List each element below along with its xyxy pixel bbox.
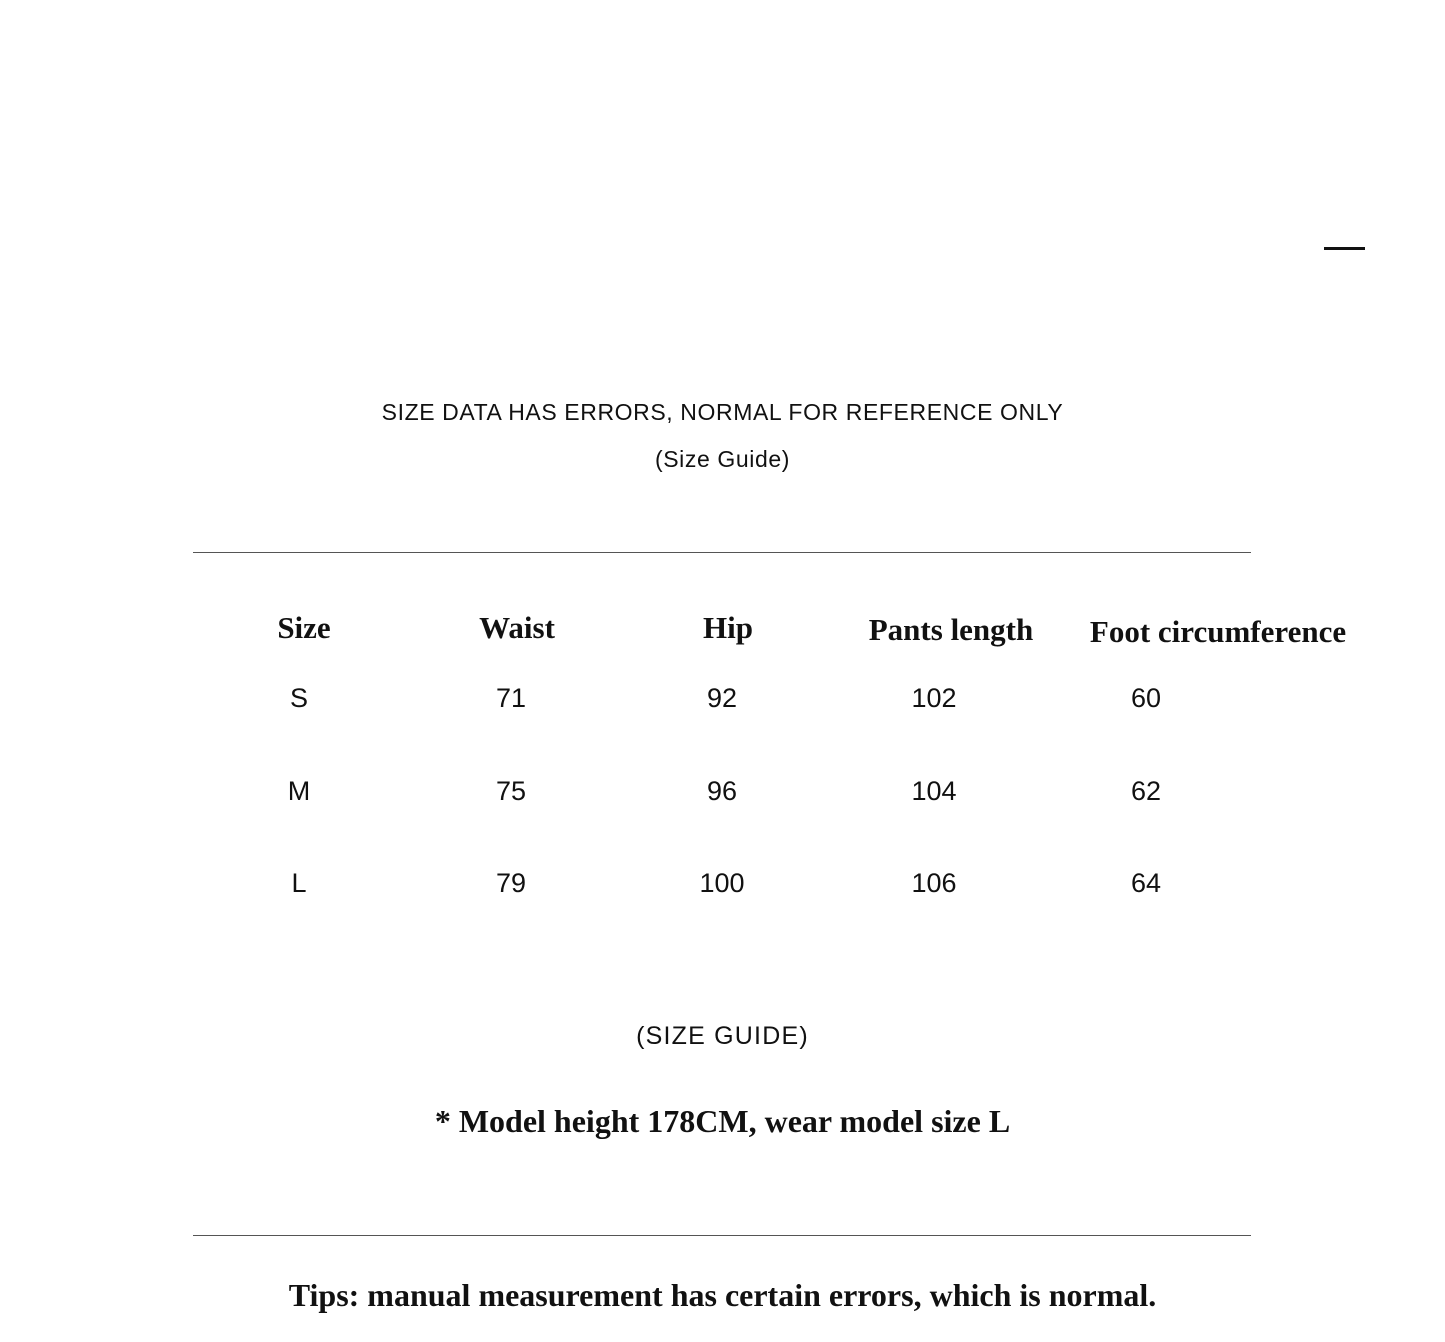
bottom-divider [193,1235,1251,1236]
model-note: * Model height 178CM, wear model size L [434,1103,1011,1139]
cell-size: M [287,776,311,806]
cell-pants-length: 102 [911,683,957,713]
cell-waist: 75 [495,776,527,806]
header-hip: Hip [703,610,753,645]
header-pants-length: Pants length [868,612,1034,647]
top-divider [193,552,1251,553]
cell-hip: 92 [706,683,738,713]
size-guide-label: (SIZE GUIDE) [636,1022,809,1050]
disclaimer-text: SIZE DATA HAS ERRORS, NORMAL FOR REFERENCE ONLY [381,399,1064,425]
header-size: Size [277,610,331,645]
cell-pants-length: 104 [911,776,957,806]
cell-foot-circumference: 60 [1130,683,1162,713]
size-guide-subtitle: (Size Guide) [654,446,791,472]
cell-hip: 96 [706,776,738,806]
cell-pants-length: 106 [911,868,957,898]
cell-foot-circumference: 62 [1130,776,1162,806]
header-waist: Waist [479,610,555,645]
header-foot-circumference: Foot circumference [1089,614,1347,649]
minus-icon [1324,247,1365,250]
cell-size: S [289,683,309,713]
cell-size: L [291,868,307,898]
tips-text: Tips: manual measurement has certain errors, which is normal. [288,1277,1157,1313]
cell-waist: 79 [495,868,527,898]
cell-foot-circumference: 64 [1130,868,1162,898]
cell-waist: 71 [495,683,527,713]
cell-hip: 100 [699,868,745,898]
